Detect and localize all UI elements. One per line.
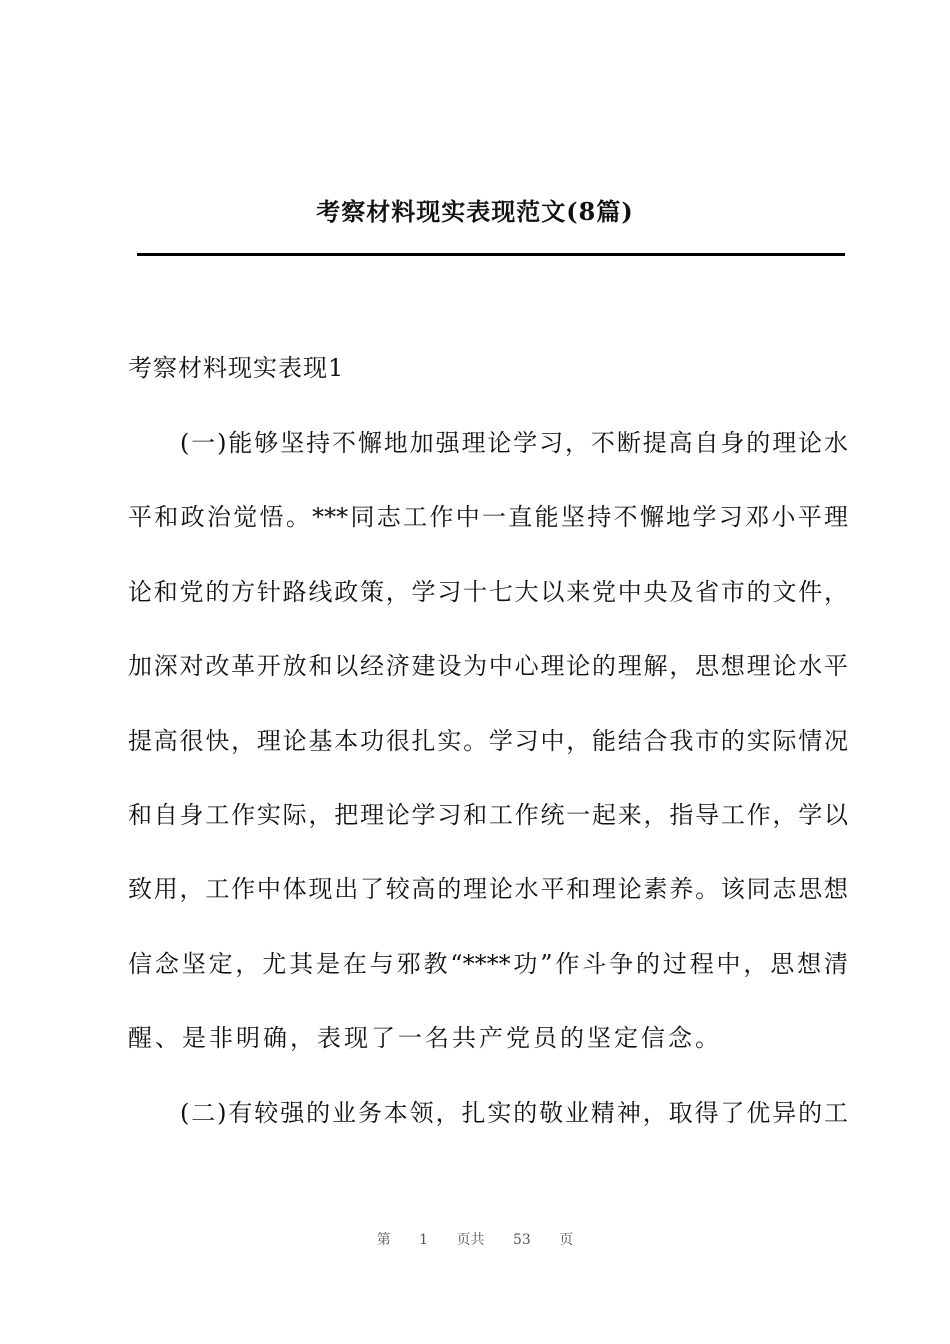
paragraph-line: 提高很快，理论基本功很扎实。学习中，能结合我市的实际情况 [128, 726, 848, 755]
paragraph-1 [128, 425, 848, 1057]
document-title: 考察材料现实表现范文(8篇) [316, 197, 634, 226]
section-heading: 考察材料现实表现1 [128, 354, 345, 382]
page-footer [0, 1229, 950, 1249]
paragraph-line: 信念坚定，尤其是在与邪教“****功”作斗争的过程中，思想清 [128, 949, 848, 978]
footer-prefix: 第 [376, 1232, 391, 1248]
paragraph-line: (二)有较强的业务本领，扎实的敬业精神，取得了优异的工 [180, 1098, 848, 1127]
paragraph-line: 和自身工作实际，把理论学习和工作统一起来，指导工作，学以 [128, 800, 848, 829]
footer-current-page: 1 [419, 1232, 429, 1248]
paragraph-line: 平和政治觉悟。***同志工作中一直能坚持不懈地学习邓小平理 [128, 503, 848, 532]
footer-total-pages: 53 [513, 1232, 531, 1248]
paragraph-line: 致用，工作中体现出了较高的理论水平和理论素养。该同志思想 [128, 875, 848, 904]
paragraph-line: 论和党的方针路线政策，学习十七大以来党中央及省市的文件， [128, 577, 848, 606]
document-body [128, 350, 848, 1169]
paragraph-line: 醒、是非明确，表现了一名共产党员的坚定信念。 [128, 1024, 722, 1053]
paragraph-2 [128, 1095, 848, 1132]
title-underline-rule [137, 253, 845, 256]
footer-suffix: 页 [559, 1232, 574, 1248]
paragraph-line: (一)能够坚持不懈地加强理论学习，不断提高自身的理论水 [180, 429, 848, 457]
footer-mid: 页共 [456, 1232, 485, 1248]
paragraph-line: 加深对改革开放和以经济建设为中心理论的理解，思想理论水平 [128, 652, 848, 681]
